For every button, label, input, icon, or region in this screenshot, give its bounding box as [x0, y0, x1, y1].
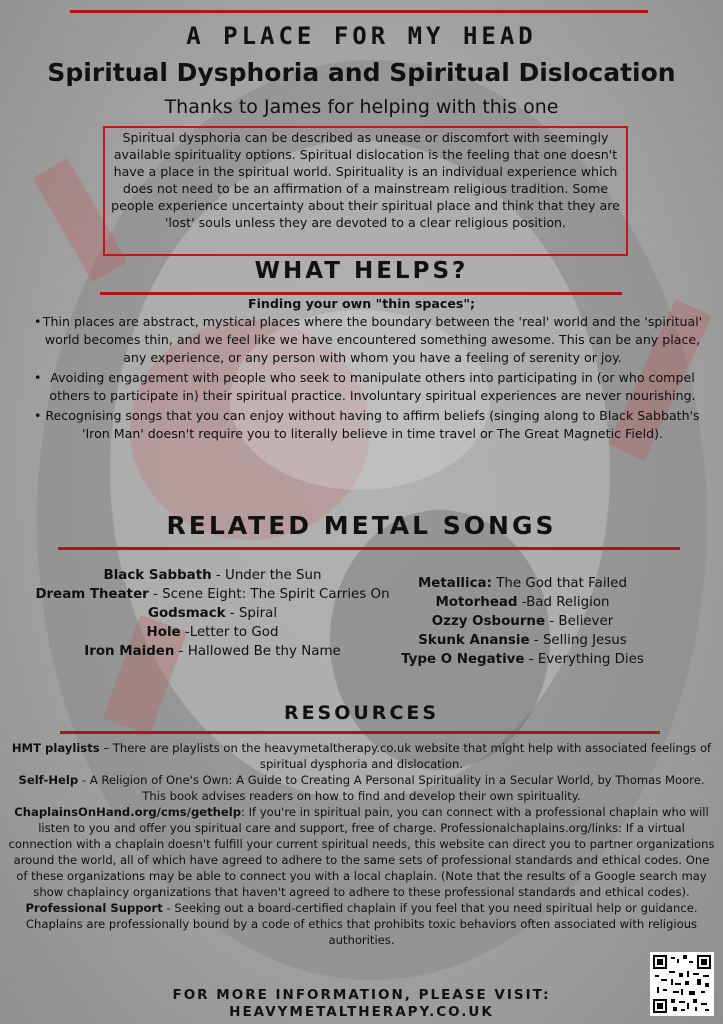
- resource-label: Professional Support: [25, 901, 163, 915]
- tagline: A PLACE FOR MY HEAD: [186, 22, 537, 50]
- top-rule: [70, 10, 648, 13]
- thanks-line: Thanks to James for helping with this one: [164, 96, 559, 118]
- footer-website-link[interactable]: HEAVYMETALTHERAPY.CO.UK: [229, 1004, 494, 1020]
- resource-label: Self-Help: [18, 773, 79, 787]
- song-item: Motorhead -Bad Religion: [435, 595, 610, 610]
- song-item: Skunk Anansie - Selling Jesus: [418, 633, 627, 648]
- song-item: Iron Maiden - Hallowed Be thy Name: [84, 644, 341, 659]
- song-item: Godsmack - Spiral: [147, 606, 278, 621]
- qr-code-icon[interactable]: [650, 952, 714, 1016]
- song-item: Dream Theater - Scene Eight: The Spirit Carries On: [35, 587, 390, 602]
- song-item: Black Sabbath - Under the Sun: [103, 568, 322, 583]
- what-helps-heading: WHAT HELPS?: [254, 258, 469, 284]
- songs-right-column: [370, 574, 675, 669]
- resource-label: HMT playlists: [11, 741, 100, 755]
- helps-list: [20, 313, 703, 445]
- list-item: • Avoiding engagement with people who seek to manipulate others into participating in (or who compel others to participate in) their spiritual practice. Involuntary spiritual experiences are never nourishing.: [20, 369, 703, 405]
- resource-label: ChaplainsOnHand.org/cms/gethelp: [14, 805, 242, 819]
- song-item: Ozzy Osbourne - Believer: [431, 614, 614, 629]
- resource-item: HMT playlists – There are playlists on the heavymetaltherapy.co.uk website that might help with associated feelings of spiritual dysphoria and dislocation.: [11, 741, 712, 771]
- resource-item: Self-Help - A Religion of One's Own: A Guide to Creating A Personal Spirituality in a Secular World, by Thomas Moore. This book advises readers on how to find and develop their own spirituality.: [18, 773, 705, 803]
- resources-list: [8, 740, 715, 948]
- thin-spaces-subheading: Finding your own "thin spaces";: [248, 296, 475, 311]
- resources-rule: [60, 731, 660, 734]
- metal-songs-heading: RELATED METAL SONGS: [166, 511, 557, 540]
- resource-item: Professional Support - Seeking out a board-certified chaplain if you feel that you need spiritual help or guidance. Chaplains are professionally bound by a code of ethics that prohibits toxic behaviors often associated with religious authorities.: [25, 901, 698, 947]
- songs-left-column: [30, 566, 395, 661]
- resources-heading: RESOURCES: [283, 702, 440, 724]
- list-item: • Recognising songs that you can enjoy without having to affirm beliefs (singing along to Black Sabbath's 'Iron Man' doesn't require you to literally believe in time travel or The Great Magnetic Field).: [20, 407, 703, 443]
- resource-item: ChaplainsOnHand.org/cms/gethelp: If you're in spiritual pain, you can connect with a professional chaplain who will listen to you and offer you spiritual care and support, free of charge. Professionalchaplains.org/links: If a virtual connection with a chaplain doesn't fulfill your current spiritual needs, this website can direct you to partner organizations around the world, all of which have agreed to adhere to the same sets of professional standards and ethical codes. One of these organizations may be able to connect you with a local chaplain. (Note that the results of a Google search may show chaplaincy organizations that haven't agreed to adhere to these professional standards and ethical codes).: [8, 805, 715, 899]
- song-item: Hole -Letter to God: [146, 625, 279, 640]
- song-item: Metallica: The God that Failed: [417, 576, 627, 591]
- page-title: Spiritual Dysphoria and Spiritual Dislocation: [47, 58, 676, 87]
- intro-box: Spiritual dysphoria can be described as unease or discomfort with seemingly available spirituality options. Spiritual dislocation is the feeling that one doesn't have a place in the spiritual world. Spirituality is an individual experience which does not need to be an affirmation of a mainstream religious tradition. Some people experience uncertainty about their spiritual place and think that they are 'lost' souls unless they are devoted to a clear religious position.: [103, 126, 628, 256]
- song-item: Type O Negative - Everything Dies: [401, 652, 644, 667]
- songs-rule: [58, 547, 680, 550]
- list-item: • Thin places are abstract, mystical places where the boundary between the 'real' world and the 'spiritual' world becomes thin, and we feel like we have encountered something awesome. This can be any place, any experience, or any person with whom you have a feeling of serenity or joy.: [20, 313, 703, 367]
- helps-rule: [100, 292, 622, 295]
- footer-line-1: FOR MORE INFORMATION, PLEASE VISIT:: [172, 987, 551, 1003]
